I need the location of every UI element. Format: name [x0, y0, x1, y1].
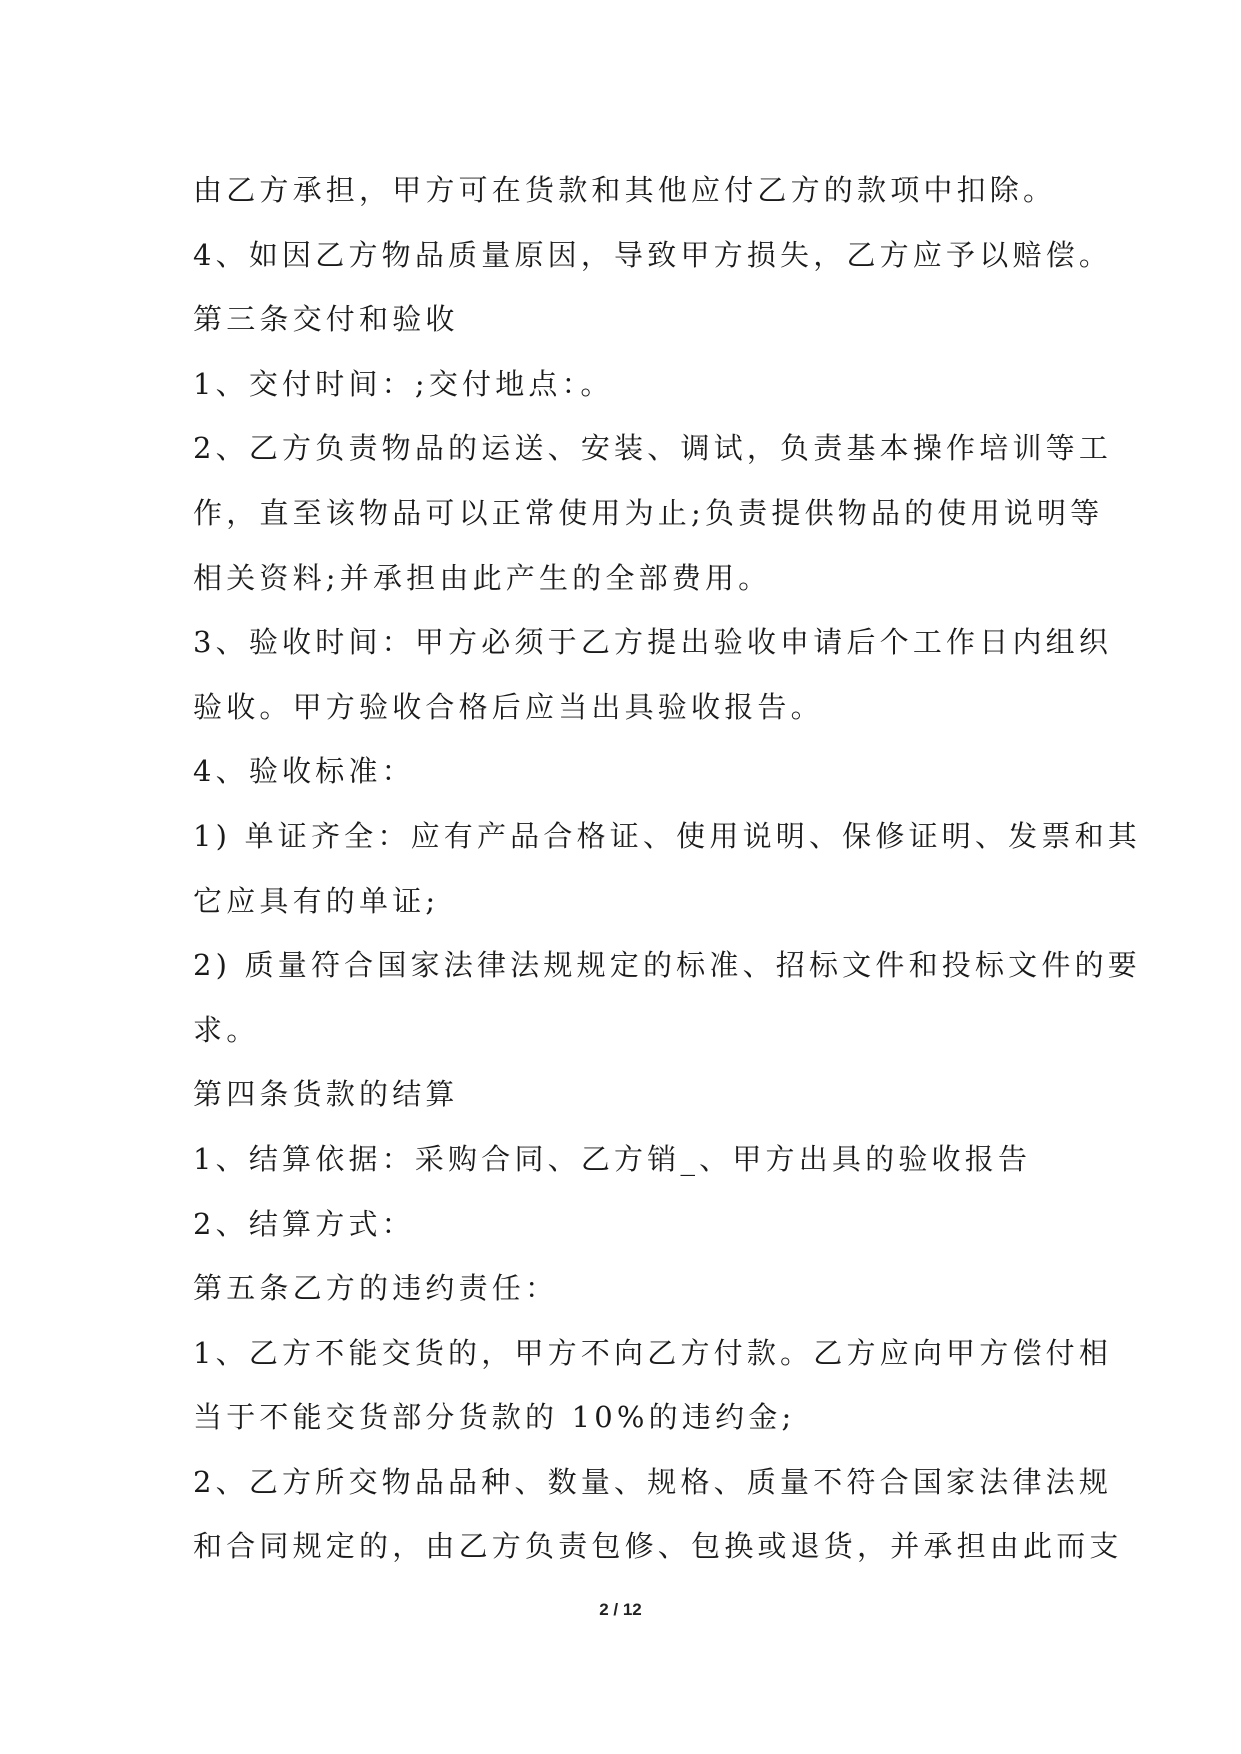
text-line: 3、验收时间：甲方必须于乙方提出验收申请后个工作日内组织 [193, 625, 1113, 660]
section-heading: 第三条交付和验收 [193, 302, 459, 337]
text-line: 2) 质量符合国家法律法规规定的标准、招标文件和投标文件的要 [193, 948, 1141, 983]
text-line: 2、乙方所交物品品种、数量、规格、质量不符合国家法律法规 [193, 1464, 1113, 1499]
text-line: 和合同规定的，由乙方负责包修、包换或退货，并承担由此而支 [193, 1529, 1123, 1564]
text-line: 1、乙方不能交货的，甲方不向乙方付款。乙方应向甲方偿付相 [193, 1335, 1113, 1370]
text-line: 1) 单证齐全：应有产品合格证、使用说明、保修证明、发票和其 [193, 818, 1141, 853]
section-heading: 第四条货款的结算 [193, 1077, 459, 1112]
text-line: 它应具有的单证; [193, 883, 440, 918]
text-line: 作，直至该物品可以正常使用为止;负责提供物品的使用说明等 [193, 495, 1104, 530]
text-line: 求。 [193, 1012, 260, 1047]
document-body [193, 158, 1141, 1579]
text-line: 由乙方承担，甲方可在货款和其他应付乙方的款项中扣除。 [193, 173, 1057, 207]
page-number: 2 / 12 [599, 1600, 642, 1619]
text-line: 2、结算方式： [193, 1206, 415, 1241]
text-line: 验收。甲方验收合格后应当出具验收报告。 [193, 689, 824, 724]
text-line: 1、结算依据：采购合同、乙方销_、甲方出具的验收报告 [193, 1141, 1032, 1176]
text-line: 4、如因乙方物品质量原因，导致甲方损失，乙方应予以赔偿。 [193, 237, 1113, 272]
text-line: 1、交付时间：;交付地点：。 [193, 366, 614, 401]
text-line: 4、验收标准： [193, 754, 415, 789]
text-line: 当于不能交货部分货款的 10%的违约金; [193, 1400, 796, 1435]
section-heading: 第五条乙方的违约责任： [193, 1271, 559, 1306]
text-line: 2、乙方负责物品的运送、安装、调试，负责基本操作培训等工 [193, 431, 1113, 466]
text-line: 相关资料;并承担由此产生的全部费用。 [193, 560, 772, 595]
